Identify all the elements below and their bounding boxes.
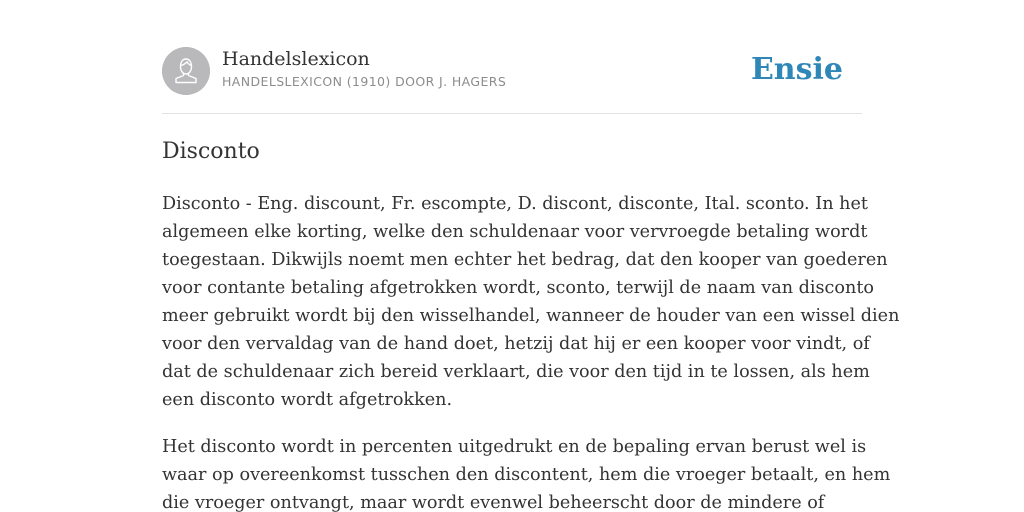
paragraph-line: voor den vervaldag van de hand doet, hetzij dat hij er een kooper voor vindt, of — [162, 334, 870, 354]
paragraph-line: algemeen elke korting, welke den schuldenaar voor vervroegde betaling wordt — [162, 222, 868, 242]
user-icon — [162, 47, 210, 95]
header-divider — [162, 113, 862, 114]
article — [162, 136, 900, 512]
paragraph-line: toegestaan. Dikwijls noemt men echter het bedrag, dat den kooper van goederen — [162, 250, 888, 270]
source-header — [162, 47, 862, 95]
source-title[interactable]: Handelslexicon — [222, 48, 370, 70]
paragraph-line: die vroeger ontvangt, maar wordt evenwel beheerscht door de mindere of — [162, 493, 825, 512]
ensie-logo-link[interactable]: Ensie — [750, 52, 843, 87]
source-subtitle: HANDELSLEXICON (1910) DOOR J. HAGERS — [222, 74, 507, 89]
paragraph-line: dat de schuldenaar zich bereid verklaart, die voor den tijd in te lossen, als hem — [162, 362, 870, 382]
article-paragraph — [162, 433, 891, 512]
paragraph-line: Het disconto wordt in percenten uitgedrukt en de bepaling ervan berust wel is — [162, 437, 867, 457]
article-title: Disconto — [162, 139, 260, 164]
paragraph-line: waar op overeenkomst tusschen den discontent, hem die vroeger betaalt, en hem — [162, 465, 891, 485]
paragraph-line: voor contante betaling afgetrokken wordt, sconto, terwijl de naam van disconto — [162, 278, 874, 298]
article-paragraph — [162, 190, 900, 414]
paragraph-line: meer gebruikt wordt bij den wisselhandel, wanneer de houder van een wissel dien — [162, 306, 900, 326]
paragraph-line: een disconto wordt afgetrokken. — [162, 390, 453, 410]
paragraph-line: Disconto - Eng. discount, Fr. escompte, D. discont, disconte, Ital. sconto. In het — [162, 194, 868, 214]
